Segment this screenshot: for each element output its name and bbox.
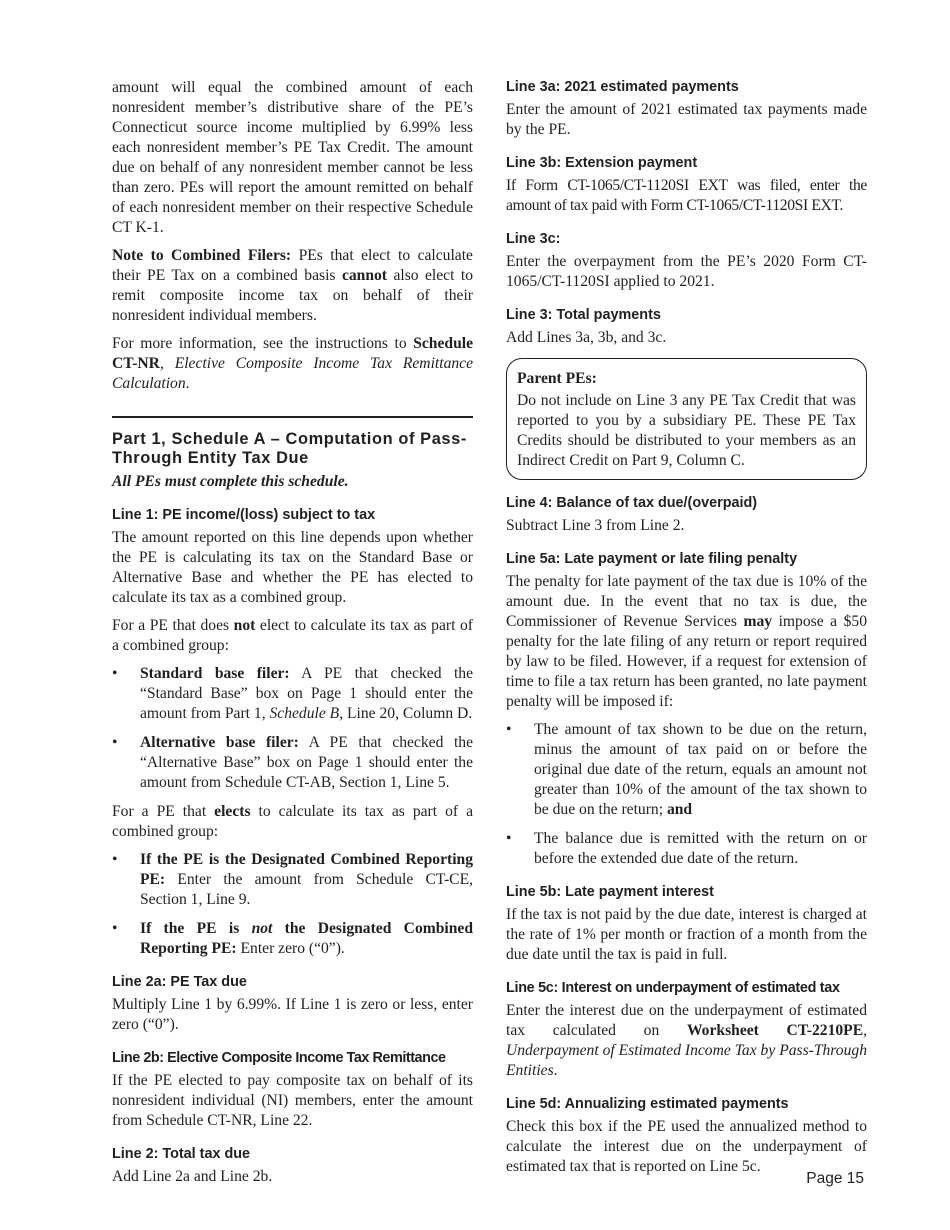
line2a-paragraph: Multiply Line 1 by 6.99%. If Line 1 is zero or less, enter zero (“0”). [112, 996, 473, 1033]
line5c-paragraph: Enter the interest due on the underpayment of estimated tax calculated on Worksheet CT-2210PE, Underpayment of Estimated Income Tax by Pass-Through Entities. [506, 1002, 867, 1079]
line3b-heading: Line 3b: Extension payment [506, 155, 698, 171]
list-item: • The amount of tax shown to be due on the return, minus the amount of tax paid on or before the original due date of the return, equals an amount not greater than 10% of the amount of the tax shown to be due on the return; and [506, 720, 867, 820]
part1-title: Part 1, Schedule A – Computation of Pass-Through Entity Tax Due [112, 430, 467, 467]
line3-paragraph: Add Lines 3a, 3b, and 3c. [506, 329, 667, 346]
callout-text: Do not include on Line 3 any PE Tax Credit that was reported to you by a subsidiary PE. These PE Tax Credits should be distributed to your members as an Indirect Credit on Part 9, Column C. [517, 392, 856, 469]
line2a-heading: Line 2a: PE Tax due [112, 974, 247, 990]
line3c-paragraph: Enter the overpayment from the PE’s 2020 Form CT-1065/CT-1120SI applied to 2021. [506, 253, 867, 290]
line5d-heading: Line 5d: Annualizing estimated payments [506, 1096, 789, 1112]
list-item: • The balance due is remitted with the return on or before the extended due date of the return. [506, 829, 867, 869]
line3a-paragraph: Enter the amount of 2021 estimated tax payments made by the PE. [506, 101, 867, 138]
line5d-paragraph: Check this box if the PE used the annualized method to calculate the interest due on the underpayment of estimated tax that is reported on Line 5c. [506, 1118, 867, 1175]
section-divider [112, 416, 473, 418]
part1-subtitle: All PEs must complete this schedule. [112, 473, 349, 490]
line1-bullets-b [112, 850, 473, 959]
list-item: • If the PE is the Designated Combined Reporting PE: Enter the amount from Schedule CT-CE, Section 1, Line 9. [112, 850, 473, 910]
line2b-paragraph: If the PE elected to pay composite tax on behalf of its nonresident individual (NI) members, enter the amount from Schedule CT-NR, Line 22. [112, 1072, 473, 1129]
line4-paragraph: Subtract Line 3 from Line 2. [506, 517, 685, 534]
line1-combined: For a PE that elects to calculate its tax as part of a combined group: [112, 803, 473, 840]
line2-paragraph: Add Line 2a and Line 2b. [112, 1168, 273, 1185]
line1-not-combined: For a PE that does not elect to calculate its tax as part of a combined group: [112, 617, 473, 654]
line1-heading: Line 1: PE income/(loss) subject to tax [112, 507, 376, 523]
list-item: • If the PE is not the Designated Combined Reporting PE: Enter zero (“0”). [112, 919, 473, 959]
line5b-heading: Line 5b: Late payment interest [506, 884, 714, 900]
list-item: • Standard base filer: A PE that checked the “Standard Base” box on Page 1 should enter the amount from Part 1, Schedule B, Line 20, Column D. [112, 664, 473, 724]
intro-paragraph: amount will equal the combined amount of each nonresident member’s distributive share of the PE’s Connecticut source income multiplied by 6.99% less each nonresident member’s PE Tax Credit. The amount due on behalf of any nonresident member cannot be less than zero. PEs will report the amount remitted on behalf of each nonresident member on their respective Schedule CT K-1. [112, 79, 473, 236]
parent-pes-callout [506, 358, 867, 480]
callout-title: Parent PEs: [517, 370, 597, 387]
line3a-heading: Line 3a: 2021 estimated payments [506, 79, 739, 95]
line3-heading: Line 3: Total payments [506, 307, 661, 323]
left-column [112, 78, 473, 1195]
line5a-bullets [506, 720, 867, 869]
line3c-heading: Line 3c: [506, 231, 561, 247]
page-number: Page 15 [806, 1170, 864, 1187]
line5c-heading: Line 5c: Interest on underpayment of estimated tax [506, 980, 840, 996]
list-item: • Alternative base filer: A PE that checked the “Alternative Base” box on Page 1 should enter the amount from Schedule CT-AB, Section 1, Line 5. [112, 733, 473, 793]
line2b-heading: Line 2b: Elective Composite Income Tax Remittance [112, 1050, 446, 1066]
line1-bullets-a [112, 664, 473, 793]
line1-paragraph: The amount reported on this line depends upon whether the PE is calculating its tax on the Standard Base or Alternative Base and whether the PE has elected to calculate its tax as a combined group. [112, 529, 473, 606]
line5a-heading: Line 5a: Late payment or late filing penalty [506, 551, 798, 567]
line3b-paragraph: If Form CT-1065/CT-1120SI EXT was filed, enter the amount of tax paid with Form CT-1065/CT-1120SI EXT. [506, 177, 867, 214]
note-label: Note to Combined Filers: [112, 247, 292, 264]
line5b-paragraph: If the tax is not paid by the due date, interest is charged at the rate of 1% per month or fraction of a month from the due date until the tax is paid in full. [506, 906, 867, 963]
combined-filers-note: Note to Combined Filers: PEs that elect to calculate their PE Tax on a combined basis cannot also elect to remit composite income tax on behalf of their nonresident individual members. [112, 247, 473, 324]
line5a-paragraph: The penalty for late payment of the tax due is 10% of the amount due. In the event that no tax is due, the Commissioner of Revenue Services may impose a $50 penalty for the late filing of any return or report required by law to be filed. However, if a request for extension of time to file a tax return has been granted, no late payment penalty will be imposed if: [506, 573, 867, 710]
line2-heading: Line 2: Total tax due [112, 1146, 251, 1162]
line4-heading: Line 4: Balance of tax due/(overpaid) [506, 495, 758, 511]
right-column [506, 78, 867, 1185]
more-info-paragraph: For more information, see the instructions to Schedule CT-NR, Elective Composite Income Tax Remittance Calculation. [112, 335, 474, 392]
